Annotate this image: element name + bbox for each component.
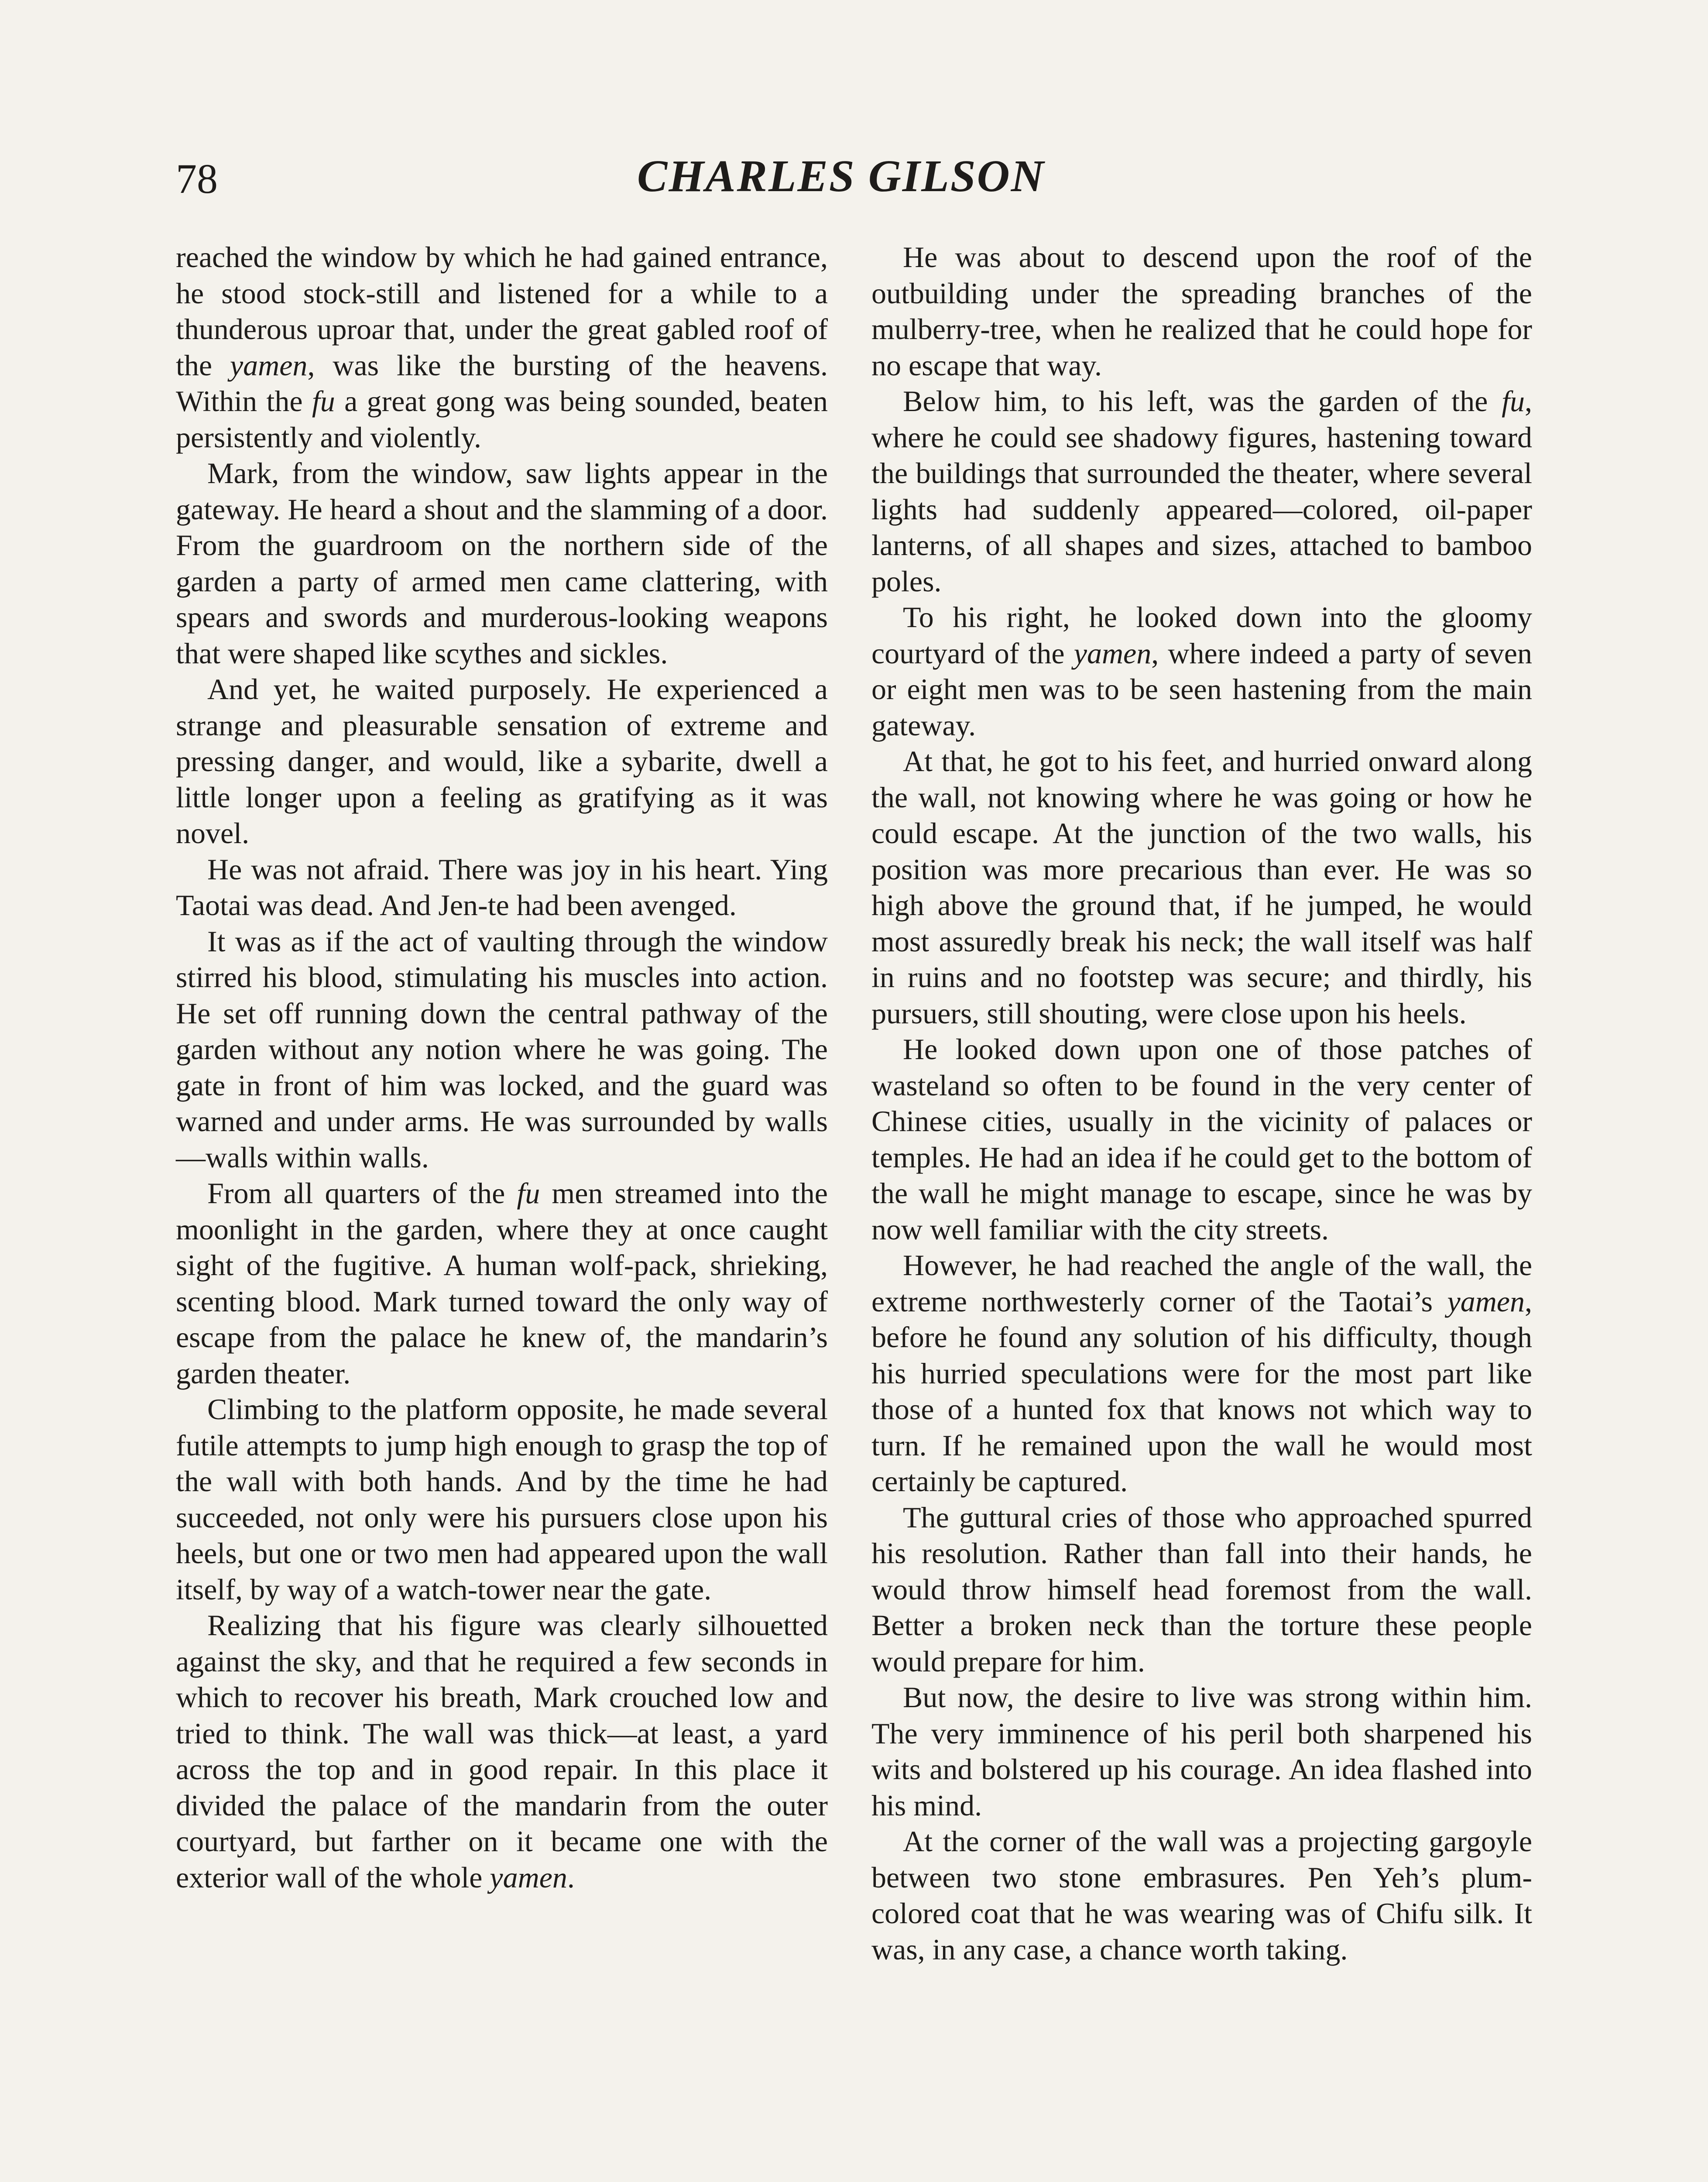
paragraph: He was not afraid. There was joy in his heart. Ying Taotai was dead. And Jen-te had been avenged. (176, 852, 828, 922)
left-column (176, 239, 828, 1895)
paragraph: The guttural cries of those who approached spurred his resolution. Rather than fall into their hands, he would throw himself head foremost from the wall. Better a broken neck than the torture these people would prepare for him. (871, 1500, 1532, 1678)
page-number: 78 (176, 155, 218, 202)
paragraph: But now, the desire to live was strong within him. The very imminence of his peril both sharpened his wits and bolstered up his courage. An idea flashed into his mind. (871, 1681, 1532, 1822)
paragraph: He looked down upon one of those patches of wasteland so often to be found in the very center of Chinese cities, usually in the vicinity of palaces or temples. He had an idea if he could get to the bottom of the wall he might manage to escape, since he was by now well familiar with the city streets. (871, 1033, 1532, 1246)
paragraph: Mark, from the window, saw lights appear in the gateway. He heard a shout and the slamming of a door. From the guardroom on the northern side of the garden a party of armed men came clattering, with spears and swords and murderous-looking weapons that were shaped like scythes and sickles. (176, 456, 828, 670)
paragraph: At that, he got to his feet, and hurried onward along the wall, not knowing where he was going or how he could escape. At the junction of the two walls, his position was more precarious than ever. He was so high above the ground that, if he jumped, he would most assuredly break his neck; the wall itself was half in ruins and no footstep was secure; and thirdly, his pursuers, still shouting, were close upon his heels. (871, 744, 1532, 1030)
paragraph: To his right, he looked down into the gloomy courtyard of the yamen, where indeed a party of seven or eight men was to be seen hastening from the main gateway. (871, 600, 1532, 742)
paragraph: Climbing to the platform opposite, he made several futile attempts to jump high enough to grasp the top of the wall with both hands. And by the time he had succeeded, not only were his pursuers close upon his heels, but one or two men had appeared upon the wall itself, by way of a watch-tower near the gate. (176, 1393, 828, 1606)
paragraph: From all quarters of the fu men streamed into the moonlight in the garden, where they at once caught sight of the fugitive. A human wolf-pack, shrieking, scenting blood. Mark turned toward the only way of escape from the palace he knew of, the mandarin’s garden theater. (176, 1177, 828, 1390)
running-head: CHARLES GILSON (637, 151, 1045, 201)
paragraph: However, he had reached the angle of the wall, the extreme northwesterly corner of the Taotai’s yamen, before he found any solution of his difficulty, though his hurried speculations were for the most part like those of a hunted fox that knows not which way to turn. If he remained upon the wall he would most certainly be captured. (871, 1249, 1532, 1498)
paragraph: And yet, he waited purposely. He experienced a strange and pleasurable sensation of extreme and pressing danger, and would, like a sybarite, dwell a little longer upon a feeling as gratifying as it was novel. (176, 672, 828, 850)
paragraph: It was as if the act of vaulting through the window stirred his blood, stimulating his muscles into action. He set off running down the central pathway of the garden without any notion where he was going. The gate in front of him was locked, and the guard was warned and under arms. He was surrounded by walls—walls within walls. (176, 924, 828, 1174)
paragraph: At the corner of the wall was a projecting gargoyle between two stone embrasures. Pen Yeh’s plum-colored coat that he was wearing was of Chifu silk. It was, in any case, a chance worth taking. (871, 1825, 1532, 1966)
paragraph: reached the window by which he had gained entrance, he stood stock-still and listened for a while to a thunderous uproar that, under the great gabled roof of the yamen, was like the bursting of the heavens. Within the fu a great gong was being sounded, beaten persistently and violently. (176, 240, 828, 454)
paragraph: He was about to descend upon the roof of the outbuilding under the spreading branches of the mulberry-tree, when he realized that he could hope for no escape that way. (871, 240, 1532, 382)
right-column (871, 239, 1532, 1967)
paragraph: Below him, to his left, was the garden of the fu, where he could see shadowy figures, hastening toward the buildings that surrounded the theater, where several lights had suddenly appeared—colored, oil-paper lanterns, of all shapes and sizes, attached to bamboo poles. (871, 384, 1532, 598)
paragraph: Realizing that his figure was clearly silhouetted against the sky, and that he required a few seconds in which to recover his breath, Mark crouched low and tried to think. The wall was thick—at least, a yard across the top and in good repair. In this place it divided the palace of the mandarin from the outer courtyard, but farther on it became one with the exterior wall of the whole yamen. (176, 1609, 828, 1894)
